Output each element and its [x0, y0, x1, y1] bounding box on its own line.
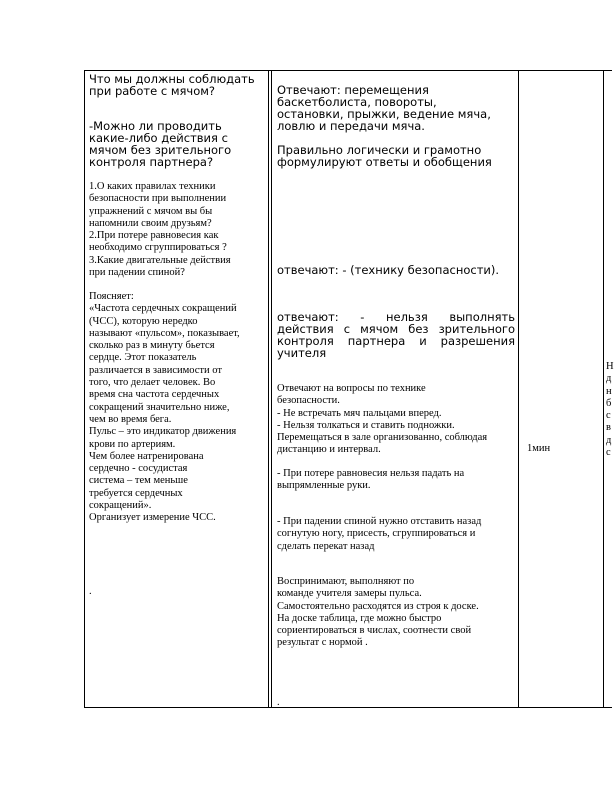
- teacher-question-1-text: Что мы должны соблюдать при работе с мячом?: [89, 72, 255, 98]
- fragment-5: с: [606, 410, 611, 422]
- table-bottom-border: [84, 707, 612, 708]
- student-answer-1: [277, 84, 515, 132]
- fragment-7: д: [606, 434, 612, 446]
- student-pulse-actions-text: Воспринимают, выполняют по команде учителя замеры пульса. Самостоятельно расходятся из строя к доске. На доске таблица, где можно быстро сориентироваться в числах, соотнести свой результат с нормой .: [277, 576, 479, 649]
- teacher-question-1: [89, 73, 267, 97]
- fragment-8: с: [606, 447, 611, 459]
- student-answer-4-line-1: отвечают: - нельзя выполнять: [277, 310, 515, 324]
- student-pulse-actions: [277, 576, 517, 650]
- fragment-3: н: [606, 385, 612, 397]
- student-answer-4-line-2: действия с мячом без зрительного: [277, 322, 515, 336]
- teacher-question-list: [89, 181, 267, 279]
- student-answer-3-text: отвечают: - (технику безопасности).: [277, 263, 500, 277]
- time-cell-text: 1мин: [527, 443, 551, 454]
- student-answer-2: [277, 144, 515, 168]
- column-divider-2: [518, 70, 519, 708]
- teacher-question-2-text: -Можно ли проводить какие-либо действия с мячом без зрительного контроля партнера?: [89, 119, 232, 169]
- table-top-border: [84, 70, 612, 71]
- teacher-explanation: [89, 291, 267, 525]
- teacher-question-2: [89, 120, 267, 168]
- fragment-6: в: [606, 422, 611, 434]
- teacher-question-list-text: 1.О каких правилах техники безопасности при выполнении упражнений с мячом вы бы напомнили своим друзьям? 2.При потере равновесия как необходимо сгруппироваться ? 3.Какие двигательные действия при падении спиной?: [89, 181, 231, 279]
- student-answer-4-line-4: учителя: [277, 346, 327, 360]
- fragment-4: б: [606, 397, 612, 409]
- teacher-dot-text: .: [89, 586, 92, 597]
- student-answer-3: [277, 264, 515, 276]
- student-balance-answer-text: - При потере равновесия нельзя падать на выпрямленные руки.: [277, 468, 465, 492]
- teacher-dot: [89, 586, 92, 598]
- cropped-column-fragments: [606, 361, 612, 459]
- student-balance-answer: [277, 468, 517, 493]
- student-safety-answers-text: Отвечают на вопросы по технике безопасности. - Не встречать мяч пальцами вперед. - Нельзя толкаться и ставить подножки. Перемещаться в зале организованно, соблюдая дистанцию и интервал.: [277, 383, 488, 456]
- student-dot: [277, 697, 280, 709]
- teacher-explanation-text: Поясняет: «Частота сердечных сокращений (ЧСС), которую нередко называют «пульсом», показывает, сколько раз в минуту бьется сердце. Этот показатель различается в зависимости от того, что делает человек. Во время сна частота сердечных сокращений значительно ниже, чем во время бега. Пульс – это индикатор движения крови по артериям. Чем более натренирована сердечно - сосудистая система – тем меньше требуется сердечных сокращений». Организует измерение ЧСС.: [89, 291, 240, 524]
- student-fall-answer: [277, 516, 517, 553]
- column-divider-1: [268, 70, 269, 708]
- student-safety-answers: [277, 383, 517, 457]
- fragment-2: д: [606, 373, 612, 385]
- fragment-1: Н: [606, 361, 614, 372]
- student-dot-text: .: [277, 697, 280, 708]
- student-answer-2-text: Правильно логически и грамотно формулируют ответы и обобщения: [277, 143, 492, 169]
- student-fall-answer-text: - При падении спиной нужно отставить назад согнутую ногу, присесть, сгруппироваться и сделать перекат назад: [277, 516, 482, 552]
- student-answer-4: [277, 311, 515, 359]
- time-cell: [527, 443, 550, 455]
- student-answer-4-line-3: контроля партнера и разрешения: [277, 334, 515, 348]
- student-answer-1-text: Отвечают: перемещения баскетболиста, повороты, остановки, прыжки, ведение мяча, ловлю и передачи мяча.: [277, 83, 491, 133]
- table-left-border: [84, 70, 85, 708]
- column-divider-1b: [271, 70, 272, 708]
- column-divider-3: [603, 70, 604, 708]
